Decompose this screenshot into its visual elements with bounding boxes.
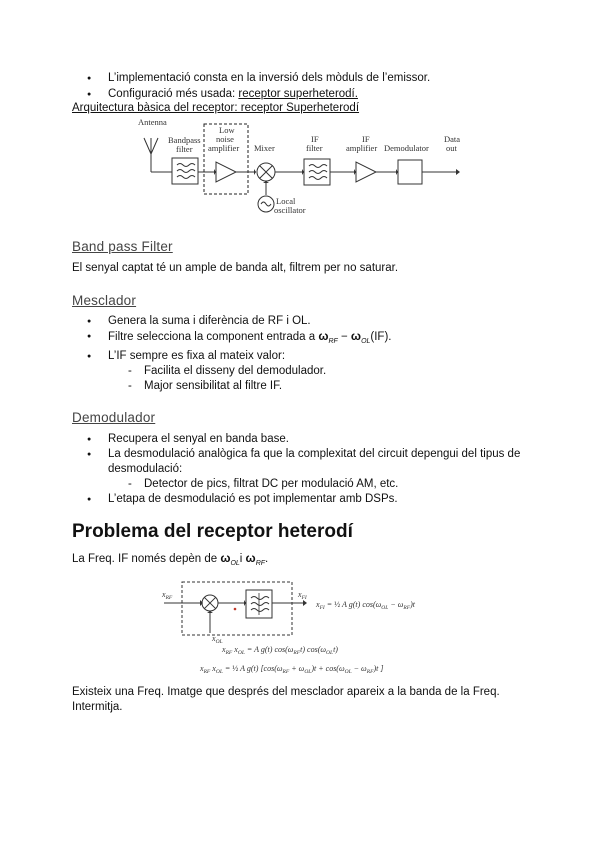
antenna-icon <box>144 138 158 172</box>
lna-triangle-icon <box>216 162 236 182</box>
conclusion-line-1: Existeix una Freq. Imatge que després del mesclador apareix a la banda de la Freq. <box>72 686 500 698</box>
heterodyne-problem-diagram <box>160 575 450 680</box>
demodulator-label: Demodulator <box>384 143 429 153</box>
intro-bullet-2-prefix: Configuració més usada: <box>108 88 239 100</box>
problem-title: Problema del receptor heterodí <box>72 521 353 542</box>
bandpass-label-1: Bandpass <box>168 135 201 145</box>
demod-bullet-2-line-2: desmodulació: <box>108 463 183 475</box>
omega-rf-subscript: RF <box>328 338 338 345</box>
lna-label-1: Low <box>219 125 235 135</box>
mixer-bullet-2-prefix: Filtre selecciona la component entrada a <box>108 331 319 343</box>
problem-text-dot: . <box>265 553 269 565</box>
demod-bullet-3-text: L’etapa de desmodulació es pot implementar amb DSPs. <box>108 493 398 505</box>
architecture-title: Arquitectura bàsica del receptor: receptor Superheterodí <box>72 102 360 114</box>
local-osc-label-1: Local <box>276 196 296 206</box>
omega-ol-symbol-2: ω <box>220 551 231 565</box>
if-filter-label-2: filter <box>306 143 323 153</box>
omega-rf-subscript-2: RF <box>255 560 266 567</box>
mixer-bullet-1-text: Genera la suma i diferència de RF i OL. <box>108 315 311 327</box>
lna-label-2: noise <box>216 134 234 144</box>
mixer-sub-2-text: Major sensibilitat al filtre IF. <box>144 380 283 392</box>
mixer-sub-1-text: Facilita el disseny del demodulador. <box>144 365 327 377</box>
problem-text-prefix: La Freq. IF només depèn de <box>72 553 221 565</box>
output-if-label: $x_{FI}$ <box>298 590 307 601</box>
data-out-label-1: Data <box>444 134 461 144</box>
intro-bullet-2 <box>108 87 358 102</box>
demod-sub-1-text: Detector de pics, filtrat DC per modulació AM, etc. <box>144 478 399 490</box>
problem-dashed-box <box>182 582 292 635</box>
demod-sub-1 <box>144 477 398 492</box>
demod-bullet-2 <box>108 447 520 462</box>
if-filter-label-1: IF <box>311 134 319 144</box>
mixer-heading: Mesclador <box>72 293 137 308</box>
minus-sign: − <box>337 331 351 343</box>
if-filter-box <box>304 159 330 185</box>
if-amplifier-icon <box>356 162 376 182</box>
bandpass-label-2: filter <box>176 144 193 154</box>
omega-rf-symbol-2: ω <box>245 551 256 565</box>
mixer-bullet-3-text: L’IF sempre es fixa al mateix valor: <box>108 350 286 362</box>
mixer-bullet-2-suffix: (IF). <box>370 331 392 343</box>
demod-bullet-2-line-1: La desmodulació analògica fa que la complexitat del circuit depengui del tipus de <box>108 448 521 460</box>
lna-label-3: amplifier <box>208 143 240 153</box>
conjunction-and: i <box>239 553 246 565</box>
mixer-sub-2 <box>144 379 282 394</box>
mixer-sub-1 <box>144 364 326 379</box>
demodulator-box <box>398 160 422 184</box>
demod-bullet-1 <box>108 432 289 447</box>
demod-bullet-1-text: Recupera el senyal en banda base. <box>108 433 289 445</box>
input-ol-label: $x_{OL}$ <box>212 634 223 645</box>
output-equation: $x_{FI}$ = ½ A g(t) $\cos(\omega_{OL} - \omega_{RF})t$ <box>316 600 415 611</box>
input-rf-label: $x_{RF}$ <box>162 590 173 601</box>
bandpass-filter-box <box>172 158 198 184</box>
conclusion-line-2: Intermitja. <box>72 701 123 713</box>
superheterodyne-link[interactable]: receptor superheterodí. <box>238 88 358 100</box>
local-osc-label-2: oscillator <box>274 205 306 215</box>
intro-bullet-1 <box>108 71 430 86</box>
antenna-label: Antenna <box>138 117 167 127</box>
mixer-bullet-1 <box>108 314 311 329</box>
if-amp-label-2: amplifier <box>346 143 378 153</box>
omega-rf-symbol: ω <box>318 329 329 343</box>
superheterodyne-diagram <box>128 112 478 220</box>
mixer-label: Mixer <box>254 143 275 153</box>
demod-bullet-3 <box>108 492 398 507</box>
omega-ol-subscript: OL <box>361 338 371 345</box>
if-amp-label-1: IF <box>362 134 370 144</box>
equation-expanded: $x_{RF}$ $x_{OL}$ = ½ A g(t) [$\cos(\omega_{RF} + \omega_{OL})t + \cos(\omega_{OL} - \omega_{RF})t$ ] <box>200 664 384 675</box>
equation-product: $x_{RF}$ $x_{OL} = A$ g(t) $\cos(\omega_{RF}t)$ $\cos(\omega_{OL}t)$ <box>222 645 338 656</box>
omega-ol-subscript-2: OL <box>230 560 240 567</box>
demod-heading: Demodulador <box>72 410 156 425</box>
data-out-label-2: out <box>446 143 457 153</box>
bandpass-text: El senyal captat té un ample de banda alt, filtrem per no saturar. <box>72 262 399 274</box>
bandpass-heading: Band pass Filter <box>72 239 173 254</box>
mixer-bullet-3 <box>108 349 285 364</box>
problem-text <box>72 551 268 571</box>
mixer-bullet-2 <box>108 329 391 349</box>
omega-ol-symbol: ω <box>350 329 362 343</box>
intro-bullet-1-text: L’implementació consta en la inversió dels mòduls de l’emissor. <box>108 72 431 84</box>
